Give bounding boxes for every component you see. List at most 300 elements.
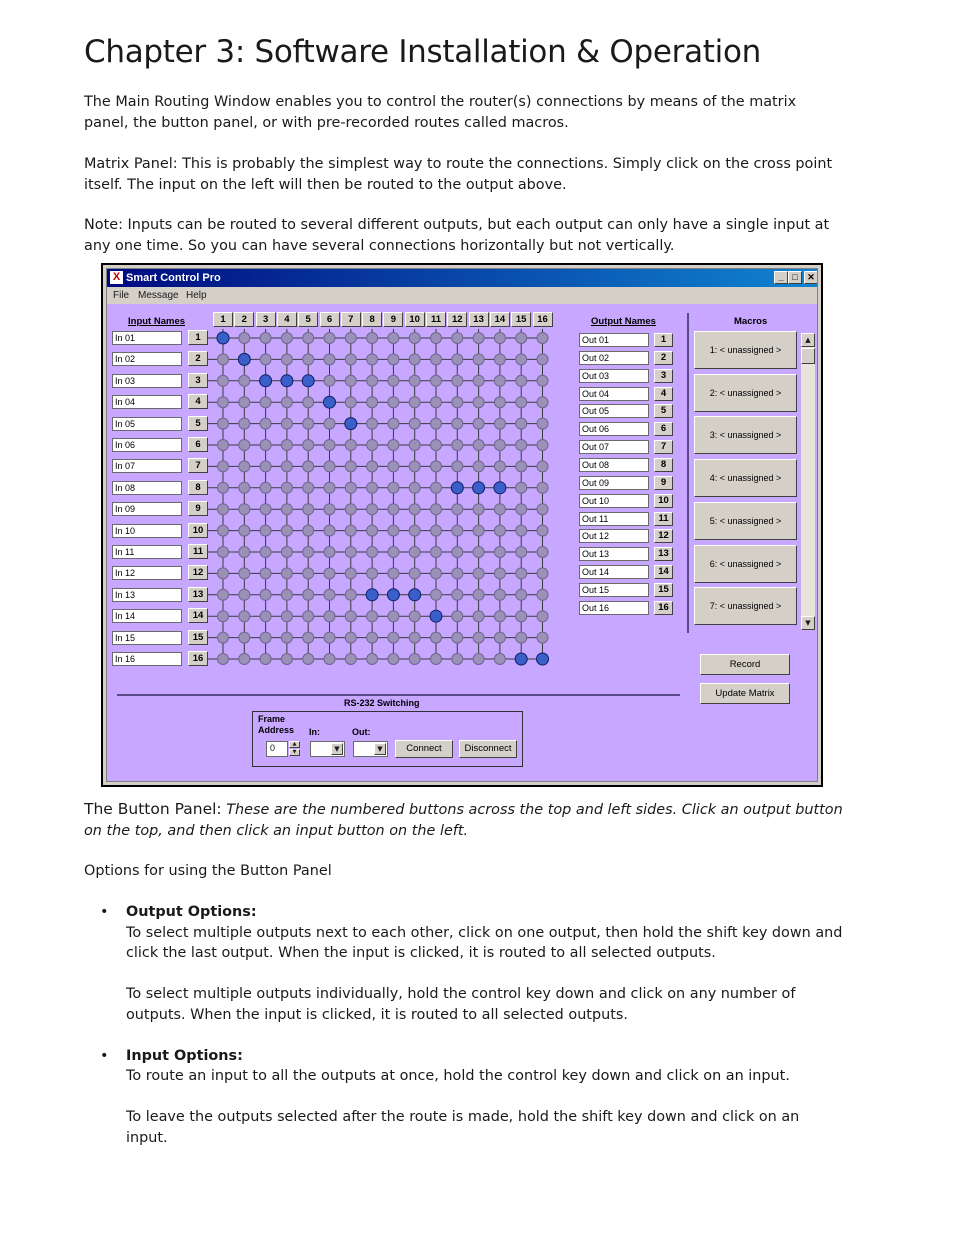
crosspoint[interactable] — [218, 525, 229, 536]
crosspoint[interactable] — [303, 482, 314, 493]
input-button-9[interactable]: 9 — [188, 501, 208, 516]
crosspoint-active[interactable] — [302, 375, 314, 387]
crosspoint[interactable] — [516, 611, 527, 622]
crosspoint[interactable] — [218, 354, 229, 365]
scroll-down-icon[interactable]: ▼ — [801, 616, 815, 630]
crosspoint[interactable] — [452, 397, 463, 408]
scroll-up-icon[interactable]: ▲ — [801, 333, 815, 347]
crosspoint[interactable] — [303, 418, 314, 429]
crosspoint[interactable] — [452, 461, 463, 472]
crosspoint[interactable] — [409, 461, 420, 472]
chevron-down-icon[interactable]: ▼ — [331, 743, 343, 755]
crosspoint[interactable] — [324, 461, 335, 472]
crosspoint[interactable] — [324, 547, 335, 558]
output-button-10[interactable]: 10 — [405, 312, 425, 327]
output-name-field[interactable]: Out 12 — [579, 529, 649, 543]
crosspoint[interactable] — [388, 418, 399, 429]
crosspoint[interactable] — [516, 547, 527, 558]
crosspoint[interactable] — [452, 547, 463, 558]
frame-address-field[interactable] — [266, 741, 288, 757]
crosspoint[interactable] — [239, 440, 250, 451]
crosspoint[interactable] — [537, 397, 548, 408]
crosspoint[interactable] — [303, 397, 314, 408]
output-number-button-6[interactable]: 6 — [654, 422, 673, 436]
crosspoint[interactable] — [537, 632, 548, 643]
crosspoint[interactable] — [260, 654, 271, 665]
crosspoint[interactable] — [494, 375, 505, 386]
crosspoint[interactable] — [281, 333, 292, 344]
output-button-6[interactable]: 6 — [320, 312, 340, 327]
crosspoint[interactable] — [303, 504, 314, 515]
crosspoint[interactable] — [260, 418, 271, 429]
crosspoint[interactable] — [218, 632, 229, 643]
crosspoint[interactable] — [452, 589, 463, 600]
crosspoint[interactable] — [239, 568, 250, 579]
output-name-field[interactable]: Out 01 — [579, 333, 649, 347]
input-button-16[interactable]: 16 — [188, 651, 208, 666]
crosspoint[interactable] — [516, 440, 527, 451]
input-name-field[interactable]: In 03 — [112, 374, 182, 388]
crosspoint[interactable] — [431, 482, 442, 493]
crosspoint[interactable] — [537, 482, 548, 493]
crosspoint[interactable] — [409, 654, 420, 665]
crosspoint[interactable] — [218, 397, 229, 408]
output-name-field[interactable]: Out 11 — [579, 512, 649, 526]
crosspoint[interactable] — [218, 375, 229, 386]
input-button-4[interactable]: 4 — [188, 394, 208, 409]
crosspoint[interactable] — [324, 611, 335, 622]
crosspoint[interactable] — [409, 525, 420, 536]
crosspoint[interactable] — [473, 568, 484, 579]
crosspoint[interactable] — [367, 525, 378, 536]
output-button-9[interactable]: 9 — [383, 312, 403, 327]
input-button-2[interactable]: 2 — [188, 351, 208, 366]
crosspoint[interactable] — [409, 375, 420, 386]
crosspoint-active[interactable] — [537, 653, 549, 665]
crosspoint[interactable] — [367, 418, 378, 429]
crosspoint[interactable] — [473, 461, 484, 472]
crosspoint-active[interactable] — [366, 589, 378, 601]
output-name-field[interactable]: Out 14 — [579, 565, 649, 579]
crosspoint[interactable] — [494, 333, 505, 344]
crosspoint[interactable] — [473, 440, 484, 451]
close-icon[interactable]: ✕ — [804, 271, 818, 284]
crosspoint-active[interactable] — [451, 482, 463, 494]
crosspoint[interactable] — [324, 440, 335, 451]
crosspoint[interactable] — [260, 589, 271, 600]
crosspoint[interactable] — [516, 375, 527, 386]
menu-message[interactable]: Message — [138, 290, 179, 301]
crosspoint[interactable] — [303, 461, 314, 472]
output-button-1[interactable]: 1 — [213, 312, 233, 327]
crosspoint[interactable] — [303, 333, 314, 344]
input-button-12[interactable]: 12 — [188, 565, 208, 580]
crosspoint[interactable] — [239, 333, 250, 344]
crosspoint[interactable] — [281, 440, 292, 451]
crosspoint[interactable] — [431, 654, 442, 665]
crosspoint[interactable] — [516, 461, 527, 472]
crosspoint[interactable] — [367, 375, 378, 386]
output-name-field[interactable]: Out 04 — [579, 387, 649, 401]
crosspoint[interactable] — [239, 418, 250, 429]
crosspoint[interactable] — [409, 482, 420, 493]
output-name-field[interactable]: Out 06 — [579, 422, 649, 436]
output-button-7[interactable]: 7 — [341, 312, 361, 327]
input-name-field[interactable]: In 10 — [112, 524, 182, 538]
output-name-field[interactable]: Out 10 — [579, 494, 649, 508]
crosspoint[interactable] — [218, 654, 229, 665]
output-button-12[interactable]: 12 — [447, 312, 467, 327]
crosspoint[interactable] — [473, 504, 484, 515]
connect-button[interactable]: Connect — [395, 740, 453, 758]
crosspoint[interactable] — [388, 525, 399, 536]
crosspoint[interactable] — [239, 611, 250, 622]
output-name-field[interactable]: Out 03 — [579, 369, 649, 383]
crosspoint[interactable] — [537, 333, 548, 344]
output-name-field[interactable]: Out 16 — [579, 601, 649, 615]
crosspoint[interactable] — [431, 354, 442, 365]
crosspoint[interactable] — [367, 440, 378, 451]
crosspoint[interactable] — [452, 440, 463, 451]
output-number-button-10[interactable]: 10 — [654, 494, 673, 508]
input-name-field[interactable]: In 02 — [112, 352, 182, 366]
output-number-button-12[interactable]: 12 — [654, 529, 673, 543]
crosspoint[interactable] — [494, 632, 505, 643]
crosspoint[interactable] — [239, 375, 250, 386]
crosspoint[interactable] — [409, 333, 420, 344]
crosspoint[interactable] — [324, 654, 335, 665]
crosspoint[interactable] — [281, 654, 292, 665]
input-button-10[interactable]: 10 — [188, 523, 208, 538]
crosspoint[interactable] — [281, 525, 292, 536]
crosspoint[interactable] — [260, 525, 271, 536]
crosspoint[interactable] — [260, 461, 271, 472]
output-number-button-3[interactable]: 3 — [654, 369, 673, 383]
crosspoint[interactable] — [388, 333, 399, 344]
crosspoint[interactable] — [303, 589, 314, 600]
update-matrix-button[interactable]: Update Matrix — [700, 683, 790, 704]
crosspoint[interactable] — [239, 397, 250, 408]
crosspoint[interactable] — [537, 418, 548, 429]
output-name-field[interactable]: Out 02 — [579, 351, 649, 365]
crosspoint[interactable] — [494, 397, 505, 408]
crosspoint[interactable] — [537, 525, 548, 536]
crosspoint[interactable] — [516, 525, 527, 536]
macro-button-6[interactable]: 6: < unassigned > — [694, 545, 797, 583]
crosspoint[interactable] — [281, 418, 292, 429]
crosspoint[interactable] — [388, 440, 399, 451]
crosspoint[interactable] — [431, 547, 442, 558]
crosspoint[interactable] — [388, 461, 399, 472]
output-number-button-15[interactable]: 15 — [654, 583, 673, 597]
crosspoint[interactable] — [281, 482, 292, 493]
crosspoint[interactable] — [239, 547, 250, 558]
crosspoint[interactable] — [431, 461, 442, 472]
crosspoint[interactable] — [473, 397, 484, 408]
crosspoint[interactable] — [367, 333, 378, 344]
crosspoint[interactable] — [324, 504, 335, 515]
menu-help[interactable]: Help — [186, 290, 207, 301]
in-select[interactable] — [310, 741, 345, 757]
crosspoint[interactable] — [494, 547, 505, 558]
crosspoint[interactable] — [494, 440, 505, 451]
macros-scrollbar[interactable] — [801, 333, 815, 630]
crosspoint[interactable] — [473, 525, 484, 536]
crosspoint[interactable] — [494, 654, 505, 665]
output-number-button-11[interactable]: 11 — [654, 512, 673, 526]
crosspoint[interactable] — [218, 482, 229, 493]
crosspoint[interactable] — [367, 632, 378, 643]
crosspoint[interactable] — [345, 589, 356, 600]
crosspoint[interactable] — [452, 504, 463, 515]
crosspoint[interactable] — [452, 333, 463, 344]
output-name-field[interactable]: Out 09 — [579, 476, 649, 490]
crosspoint[interactable] — [452, 568, 463, 579]
crosspoint[interactable] — [537, 440, 548, 451]
crosspoint[interactable] — [494, 461, 505, 472]
crosspoint[interactable] — [473, 547, 484, 558]
input-button-8[interactable]: 8 — [188, 480, 208, 495]
crosspoint[interactable] — [281, 632, 292, 643]
crosspoint[interactable] — [473, 418, 484, 429]
crosspoint[interactable] — [260, 611, 271, 622]
crosspoint[interactable] — [388, 375, 399, 386]
crosspoint[interactable] — [388, 547, 399, 558]
crosspoint[interactable] — [494, 568, 505, 579]
crosspoint[interactable] — [324, 568, 335, 579]
crosspoint[interactable] — [431, 525, 442, 536]
crosspoint[interactable] — [431, 440, 442, 451]
crosspoint[interactable] — [473, 632, 484, 643]
crosspoint[interactable] — [303, 440, 314, 451]
output-button-16[interactable]: 16 — [533, 312, 553, 327]
crosspoint[interactable] — [239, 525, 250, 536]
crosspoint[interactable] — [345, 654, 356, 665]
input-button-14[interactable]: 14 — [188, 608, 208, 623]
crosspoint-active[interactable] — [281, 375, 293, 387]
crosspoint[interactable] — [239, 482, 250, 493]
output-button-3[interactable]: 3 — [256, 312, 276, 327]
crosspoint[interactable] — [345, 375, 356, 386]
crosspoint[interactable] — [303, 568, 314, 579]
crosspoint[interactable] — [452, 632, 463, 643]
minimize-icon[interactable]: _ — [774, 271, 788, 284]
macro-button-3[interactable]: 3: < unassigned > — [694, 416, 797, 454]
out-select[interactable] — [353, 741, 388, 757]
input-name-field[interactable]: In 08 — [112, 481, 182, 495]
crosspoint[interactable] — [281, 589, 292, 600]
disconnect-button[interactable]: Disconnect — [459, 740, 517, 758]
input-name-field[interactable]: In 12 — [112, 566, 182, 580]
input-button-7[interactable]: 7 — [188, 458, 208, 473]
crosspoint[interactable] — [260, 397, 271, 408]
crosspoint[interactable] — [260, 440, 271, 451]
crosspoint[interactable] — [239, 632, 250, 643]
crosspoint-active[interactable] — [409, 589, 421, 601]
input-name-field[interactable]: In 15 — [112, 631, 182, 645]
input-name-field[interactable]: In 05 — [112, 417, 182, 431]
crosspoint[interactable] — [516, 504, 527, 515]
crosspoint[interactable] — [516, 568, 527, 579]
crosspoint[interactable] — [260, 632, 271, 643]
crosspoint-active[interactable] — [217, 332, 229, 344]
crosspoint[interactable] — [367, 611, 378, 622]
crosspoint-active[interactable] — [473, 482, 485, 494]
crosspoint[interactable] — [281, 568, 292, 579]
crosspoint[interactable] — [303, 525, 314, 536]
crosspoint[interactable] — [516, 397, 527, 408]
crosspoint[interactable] — [218, 418, 229, 429]
crosspoint-active[interactable] — [260, 375, 272, 387]
crosspoint[interactable] — [367, 461, 378, 472]
crosspoint[interactable] — [367, 397, 378, 408]
crosspoint[interactable] — [409, 354, 420, 365]
output-number-button-2[interactable]: 2 — [654, 351, 673, 365]
crosspoint[interactable] — [303, 547, 314, 558]
crosspoint[interactable] — [345, 461, 356, 472]
macro-button-7[interactable]: 7: < unassigned > — [694, 587, 797, 625]
macro-button-2[interactable]: 2: < unassigned > — [694, 374, 797, 412]
output-number-button-5[interactable]: 5 — [654, 404, 673, 418]
crosspoint[interactable] — [324, 375, 335, 386]
crosspoint[interactable] — [388, 482, 399, 493]
crosspoint[interactable] — [431, 568, 442, 579]
crosspoint[interactable] — [473, 333, 484, 344]
crosspoint[interactable] — [260, 482, 271, 493]
record-button[interactable]: Record — [700, 654, 790, 675]
crosspoint[interactable] — [324, 418, 335, 429]
output-button-8[interactable]: 8 — [362, 312, 382, 327]
output-number-button-7[interactable]: 7 — [654, 440, 673, 454]
crosspoint[interactable] — [452, 375, 463, 386]
crosspoint[interactable] — [367, 654, 378, 665]
crosspoint[interactable] — [303, 654, 314, 665]
output-name-field[interactable]: Out 05 — [579, 404, 649, 418]
crosspoint[interactable] — [494, 418, 505, 429]
input-name-field[interactable]: In 06 — [112, 438, 182, 452]
crosspoint[interactable] — [537, 547, 548, 558]
crosspoint[interactable] — [303, 632, 314, 643]
crosspoint[interactable] — [367, 547, 378, 558]
crosspoint[interactable] — [260, 568, 271, 579]
crosspoint[interactable] — [260, 547, 271, 558]
crosspoint[interactable] — [367, 482, 378, 493]
output-name-field[interactable]: Out 08 — [579, 458, 649, 472]
input-button-13[interactable]: 13 — [188, 587, 208, 602]
crosspoint[interactable] — [345, 482, 356, 493]
input-button-6[interactable]: 6 — [188, 437, 208, 452]
crosspoint[interactable] — [494, 354, 505, 365]
spin-up-icon[interactable]: ▲ — [289, 741, 300, 748]
input-name-field[interactable]: In 11 — [112, 545, 182, 559]
crosspoint[interactable] — [431, 632, 442, 643]
crosspoint[interactable] — [239, 461, 250, 472]
crosspoint[interactable] — [324, 482, 335, 493]
crosspoint[interactable] — [516, 354, 527, 365]
macro-button-1[interactable]: 1: < unassigned > — [694, 331, 797, 369]
crosspoint[interactable] — [345, 397, 356, 408]
crosspoint[interactable] — [409, 504, 420, 515]
crosspoint[interactable] — [473, 354, 484, 365]
crosspoint[interactable] — [431, 397, 442, 408]
crosspoint[interactable] — [281, 354, 292, 365]
crosspoint[interactable] — [452, 525, 463, 536]
crosspoint[interactable] — [409, 611, 420, 622]
crosspoint[interactable] — [516, 589, 527, 600]
output-button-13[interactable]: 13 — [469, 312, 489, 327]
crosspoint[interactable] — [345, 504, 356, 515]
input-button-1[interactable]: 1 — [188, 330, 208, 345]
crosspoint[interactable] — [388, 397, 399, 408]
crosspoint-active[interactable] — [238, 353, 250, 365]
output-button-2[interactable]: 2 — [234, 312, 254, 327]
crosspoint[interactable] — [473, 589, 484, 600]
input-name-field[interactable]: In 14 — [112, 609, 182, 623]
crosspoint[interactable] — [388, 654, 399, 665]
crosspoint[interactable] — [494, 611, 505, 622]
crosspoint[interactable] — [345, 333, 356, 344]
crosspoint-active[interactable] — [324, 396, 336, 408]
crosspoint-active[interactable] — [430, 610, 442, 622]
output-number-button-8[interactable]: 8 — [654, 458, 673, 472]
output-button-5[interactable]: 5 — [298, 312, 318, 327]
output-name-field[interactable]: Out 13 — [579, 547, 649, 561]
crosspoint[interactable] — [303, 354, 314, 365]
crosspoint[interactable] — [345, 632, 356, 643]
crosspoint-active[interactable] — [494, 482, 506, 494]
crosspoint[interactable] — [218, 611, 229, 622]
crosspoint[interactable] — [516, 632, 527, 643]
crosspoint[interactable] — [367, 354, 378, 365]
crosspoint[interactable] — [409, 568, 420, 579]
crosspoint[interactable] — [537, 354, 548, 365]
output-number-button-13[interactable]: 13 — [654, 547, 673, 561]
output-number-button-16[interactable]: 16 — [654, 601, 673, 615]
crosspoint[interactable] — [218, 461, 229, 472]
crosspoint[interactable] — [324, 525, 335, 536]
crosspoint[interactable] — [388, 354, 399, 365]
input-button-3[interactable]: 3 — [188, 373, 208, 388]
crosspoint[interactable] — [494, 589, 505, 600]
crosspoint[interactable] — [281, 504, 292, 515]
crosspoint[interactable] — [303, 611, 314, 622]
crosspoint[interactable] — [537, 589, 548, 600]
macro-button-4[interactable]: 4: < unassigned > — [694, 459, 797, 497]
crosspoint[interactable] — [260, 333, 271, 344]
crosspoint[interactable] — [537, 461, 548, 472]
crosspoint[interactable] — [239, 654, 250, 665]
output-button-14[interactable]: 14 — [490, 312, 510, 327]
crosspoint[interactable] — [537, 611, 548, 622]
crosspoint[interactable] — [239, 589, 250, 600]
crosspoint[interactable] — [281, 547, 292, 558]
crosspoint[interactable] — [409, 397, 420, 408]
crosspoint[interactable] — [345, 568, 356, 579]
crosspoint[interactable] — [516, 482, 527, 493]
input-button-11[interactable]: 11 — [188, 544, 208, 559]
crosspoint[interactable] — [473, 611, 484, 622]
crosspoint[interactable] — [473, 654, 484, 665]
crosspoint[interactable] — [218, 504, 229, 515]
output-button-11[interactable]: 11 — [426, 312, 446, 327]
input-name-field[interactable]: In 07 — [112, 459, 182, 473]
crosspoint[interactable] — [452, 654, 463, 665]
crosspoint[interactable] — [260, 504, 271, 515]
chevron-down-icon[interactable]: ▼ — [374, 743, 386, 755]
crosspoint[interactable] — [345, 354, 356, 365]
maximize-icon[interactable]: □ — [788, 271, 802, 284]
crosspoint[interactable] — [324, 632, 335, 643]
